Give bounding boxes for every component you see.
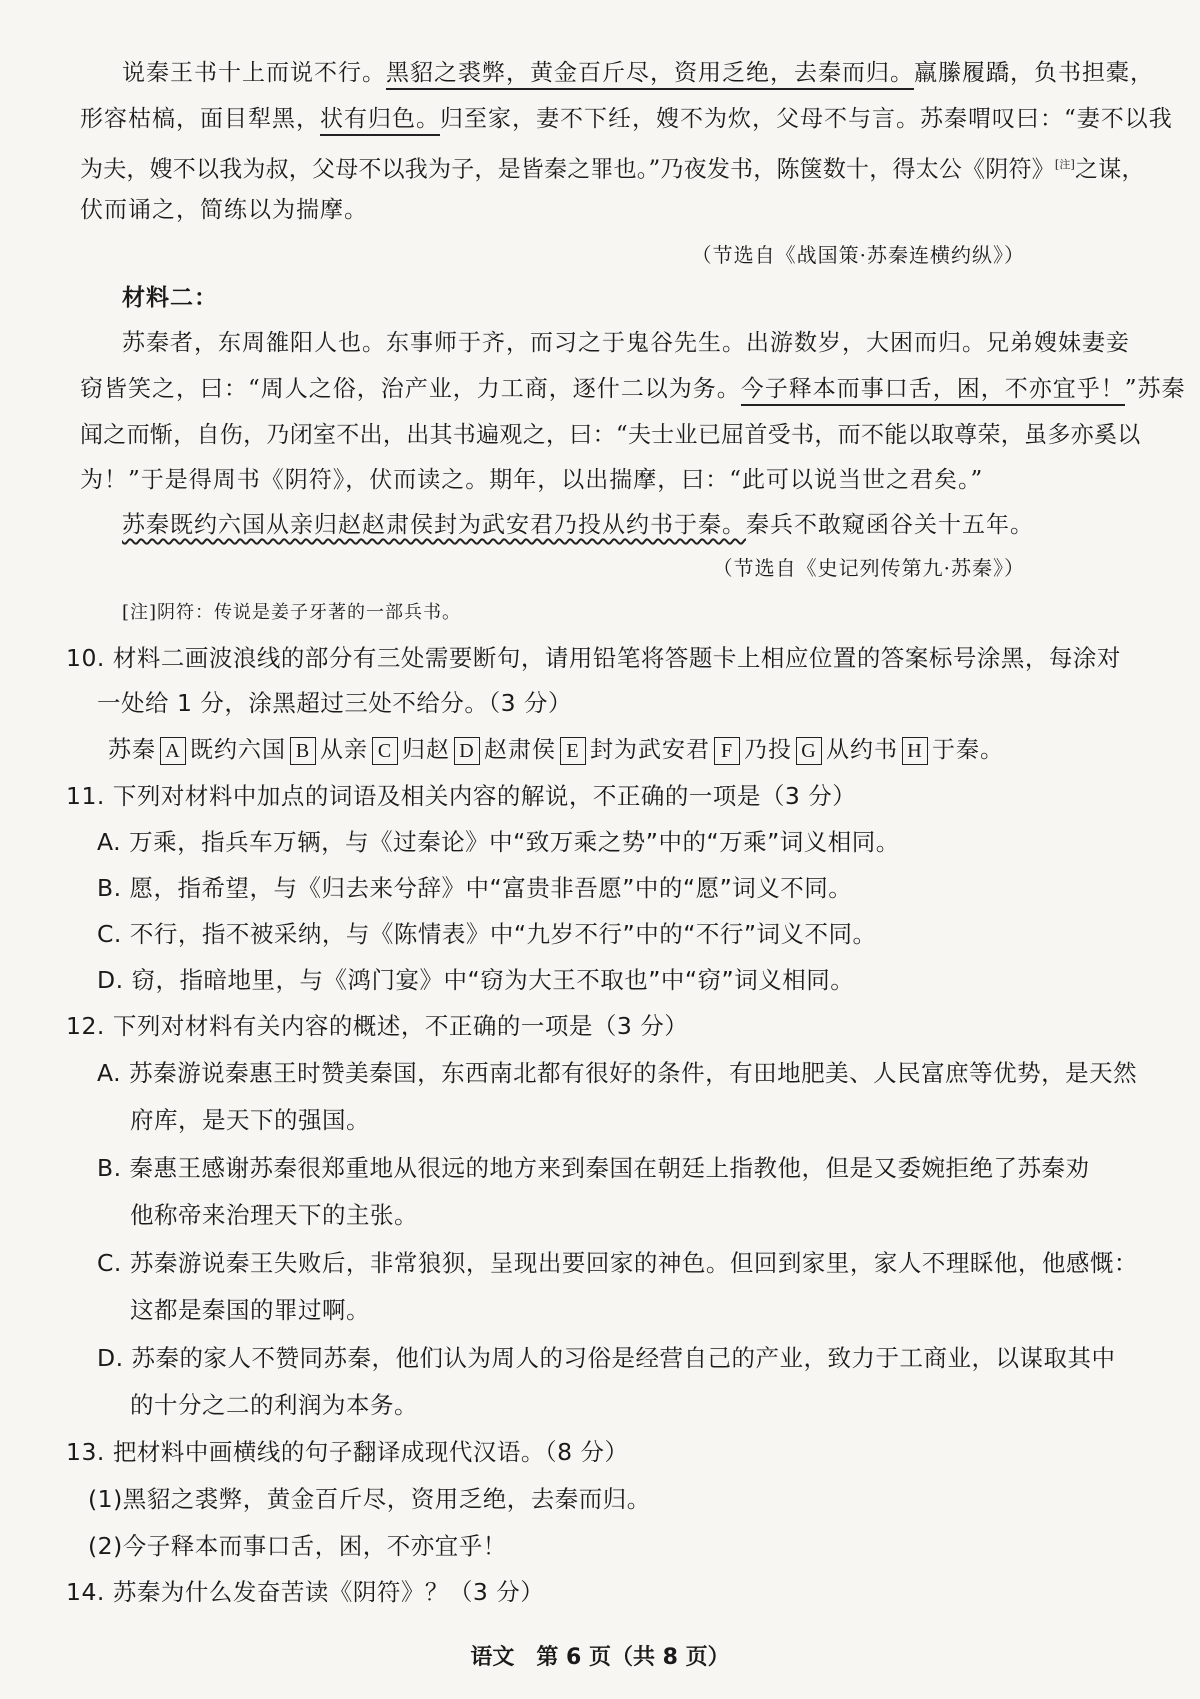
- option-box-d: D: [454, 737, 480, 765]
- option-box-b: B: [290, 737, 316, 765]
- q14-stem: 14. 苏秦为什么发奋苦读《阴符》？（3 分）: [66, 1578, 545, 1606]
- passage1-line2: 形容枯槁，面目犁黑，状有归色。归至家，妻不下纴，嫂不为炊，父母不与言。苏秦喟叹曰：“妻不以我: [80, 104, 1173, 134]
- annotation-note: [注]阴符：传说是姜子牙著的一部兵书。: [122, 602, 462, 623]
- passage2-line4: 为！”于是得周书《阴符》，伏而读之。期年，以出揣摩，曰：“此可以说当世之君矣。”: [80, 467, 984, 493]
- passage2-heading: 材料二：: [122, 284, 218, 311]
- q10-stem-line1: 10. 材料二画波浪线的部分有三处需要断句，请用铅笔将答题卡上相应位置的答案标号涂黑，每涂对: [66, 644, 1121, 672]
- passage2-line5: 苏秦既约六国从亲归赵赵肃侯封为武安君乃投从约书于秦。秦兵不敢窥函谷关十五年。: [122, 512, 1034, 538]
- passage2-source: （节选自《史记列传第九·苏秦》）: [712, 556, 1025, 580]
- q12-option-b-line2: 他称帝来治理天下的主张。: [130, 1201, 418, 1229]
- passage2-line2: 窃皆笑之，曰：“周人之俗，治产业，力工商，逐什二以为务。今子释本而事口舌，困，不亦宜乎！”苏秦: [80, 374, 1186, 404]
- option-box-a: A: [160, 737, 186, 765]
- q13-stem: 13. 把材料中画横线的句子翻译成现代汉语。（8 分）: [66, 1438, 629, 1466]
- q11-stem: 11. 下列对材料中加点的词语及相关内容的解说，不正确的一项是（3 分）: [66, 782, 857, 810]
- q11-option-a: A. 万乘，指兵车万辆，与《过秦论》中“致万乘之势”中的“万乘”词义相同。: [97, 828, 900, 856]
- q10-stem-line2: 一处给 1 分，涂黑超过三处不给分。（3 分）: [97, 689, 573, 717]
- q12-option-b-line1: B. 秦惠王感谢苏秦很郑重地从很远的地方来到秦国在朝廷上指教他，但是又委婉拒绝了苏秦劝: [97, 1154, 1090, 1182]
- q12-option-d-line2: 的十分之二的利润为本务。: [130, 1391, 418, 1419]
- q13-sentence-2: (2)今子释本而事口舌，困，不亦宜乎！: [88, 1532, 507, 1560]
- q12-option-c-line2: 这都是秦国的罪过啊。: [130, 1296, 370, 1324]
- q11-option-c: C. 不行，指不被采纳，与《陈情表》中“九岁不行”中的“不行”词义不同。: [97, 920, 877, 948]
- option-box-f: F: [714, 737, 740, 765]
- q11-option-d: D. 窃，指暗地里，与《鸿门宴》中“窃为大王不取也”中“窃”词义相同。: [97, 966, 855, 994]
- passage1-line3: 为夫，嫂不以我为叔，父母不以我为子，是皆秦之罪也。”乃夜发书，陈箧数十，得太公《阴符》[注]之谋，: [80, 156, 1145, 183]
- passage1-source: （节选自《战国策·苏秦连横约纵》）: [691, 243, 1025, 267]
- option-box-g: G: [796, 737, 822, 765]
- q12-stem: 12. 下列对材料有关内容的概述，不正确的一项是（3 分）: [66, 1012, 689, 1040]
- q11-option-b: B. 愿，指希望，与《归去来兮辞》中“富贵非吾愿”中的“愿”词义不同。: [97, 874, 853, 902]
- dotted-word: 状有归色。: [320, 106, 440, 136]
- option-box-c: C: [372, 737, 398, 765]
- passage1-line4: 伏而诵之，简练以为揣摩。: [80, 197, 368, 223]
- passage1-line1: 说秦王书十上而说不行。黑貂之裘弊，黄金百斤尽，资用乏绝，去秦而归。羸縢履蹻，负书担橐，: [122, 58, 1154, 88]
- wavy-underlined-sentence: 苏秦既约六国从亲归赵赵肃侯封为武安君乃投从约书于秦。: [122, 512, 746, 538]
- q10-segment-row: 苏秦 A 既约六国 B 从亲 C 归赵 D 赵肃侯 E 封为武安君 F 乃投 G 从约书 H 于秦。: [108, 737, 1004, 763]
- q12-option-a-line1: A. 苏秦游说秦惠王时赞美秦国，东西南北都有很好的条件，有田地肥美、人民富庶等优势，是天然: [97, 1059, 1138, 1087]
- option-box-h: H: [902, 737, 928, 765]
- passage2-line1: 苏秦者，东周雒阳人也。东事师于齐，而习之于鬼谷先生。出游数岁，大困而归。兄弟嫂妹妻妾: [122, 330, 1130, 356]
- q12-option-d-line1: D. 苏秦的家人不赞同苏秦，他们认为周人的习俗是经营自己的产业，致力于工商业，以谋取其中: [97, 1344, 1116, 1372]
- passage2-line3: 闻之而惭，自伤，乃闭室不出，出其书遍观之，曰：“夫士业已屈首受书，而不能以取尊荣，虽多亦奚以: [80, 422, 1141, 448]
- q12-option-c-line1: C. 苏秦游说秦王失败后，非常狼狈，呈现出要回家的神色。但回到家里，家人不理睬他，他感慨：: [97, 1249, 1138, 1277]
- page-footer: 语文 第 6 页（共 8 页）: [470, 1645, 730, 1670]
- underlined-sentence-1: 黑貂之裘弊，黄金百斤尽，资用乏绝，去秦而归。: [386, 60, 914, 90]
- underlined-sentence-2: 今子释本而事口舌，困，不亦宜乎！: [741, 376, 1125, 406]
- q12-option-a-line2: 府库，是天下的强国。: [130, 1106, 370, 1134]
- q13-sentence-1: (1)黑貂之裘弊，黄金百斤尽，资用乏绝，去秦而归。: [88, 1485, 651, 1513]
- option-box-e: E: [560, 737, 586, 765]
